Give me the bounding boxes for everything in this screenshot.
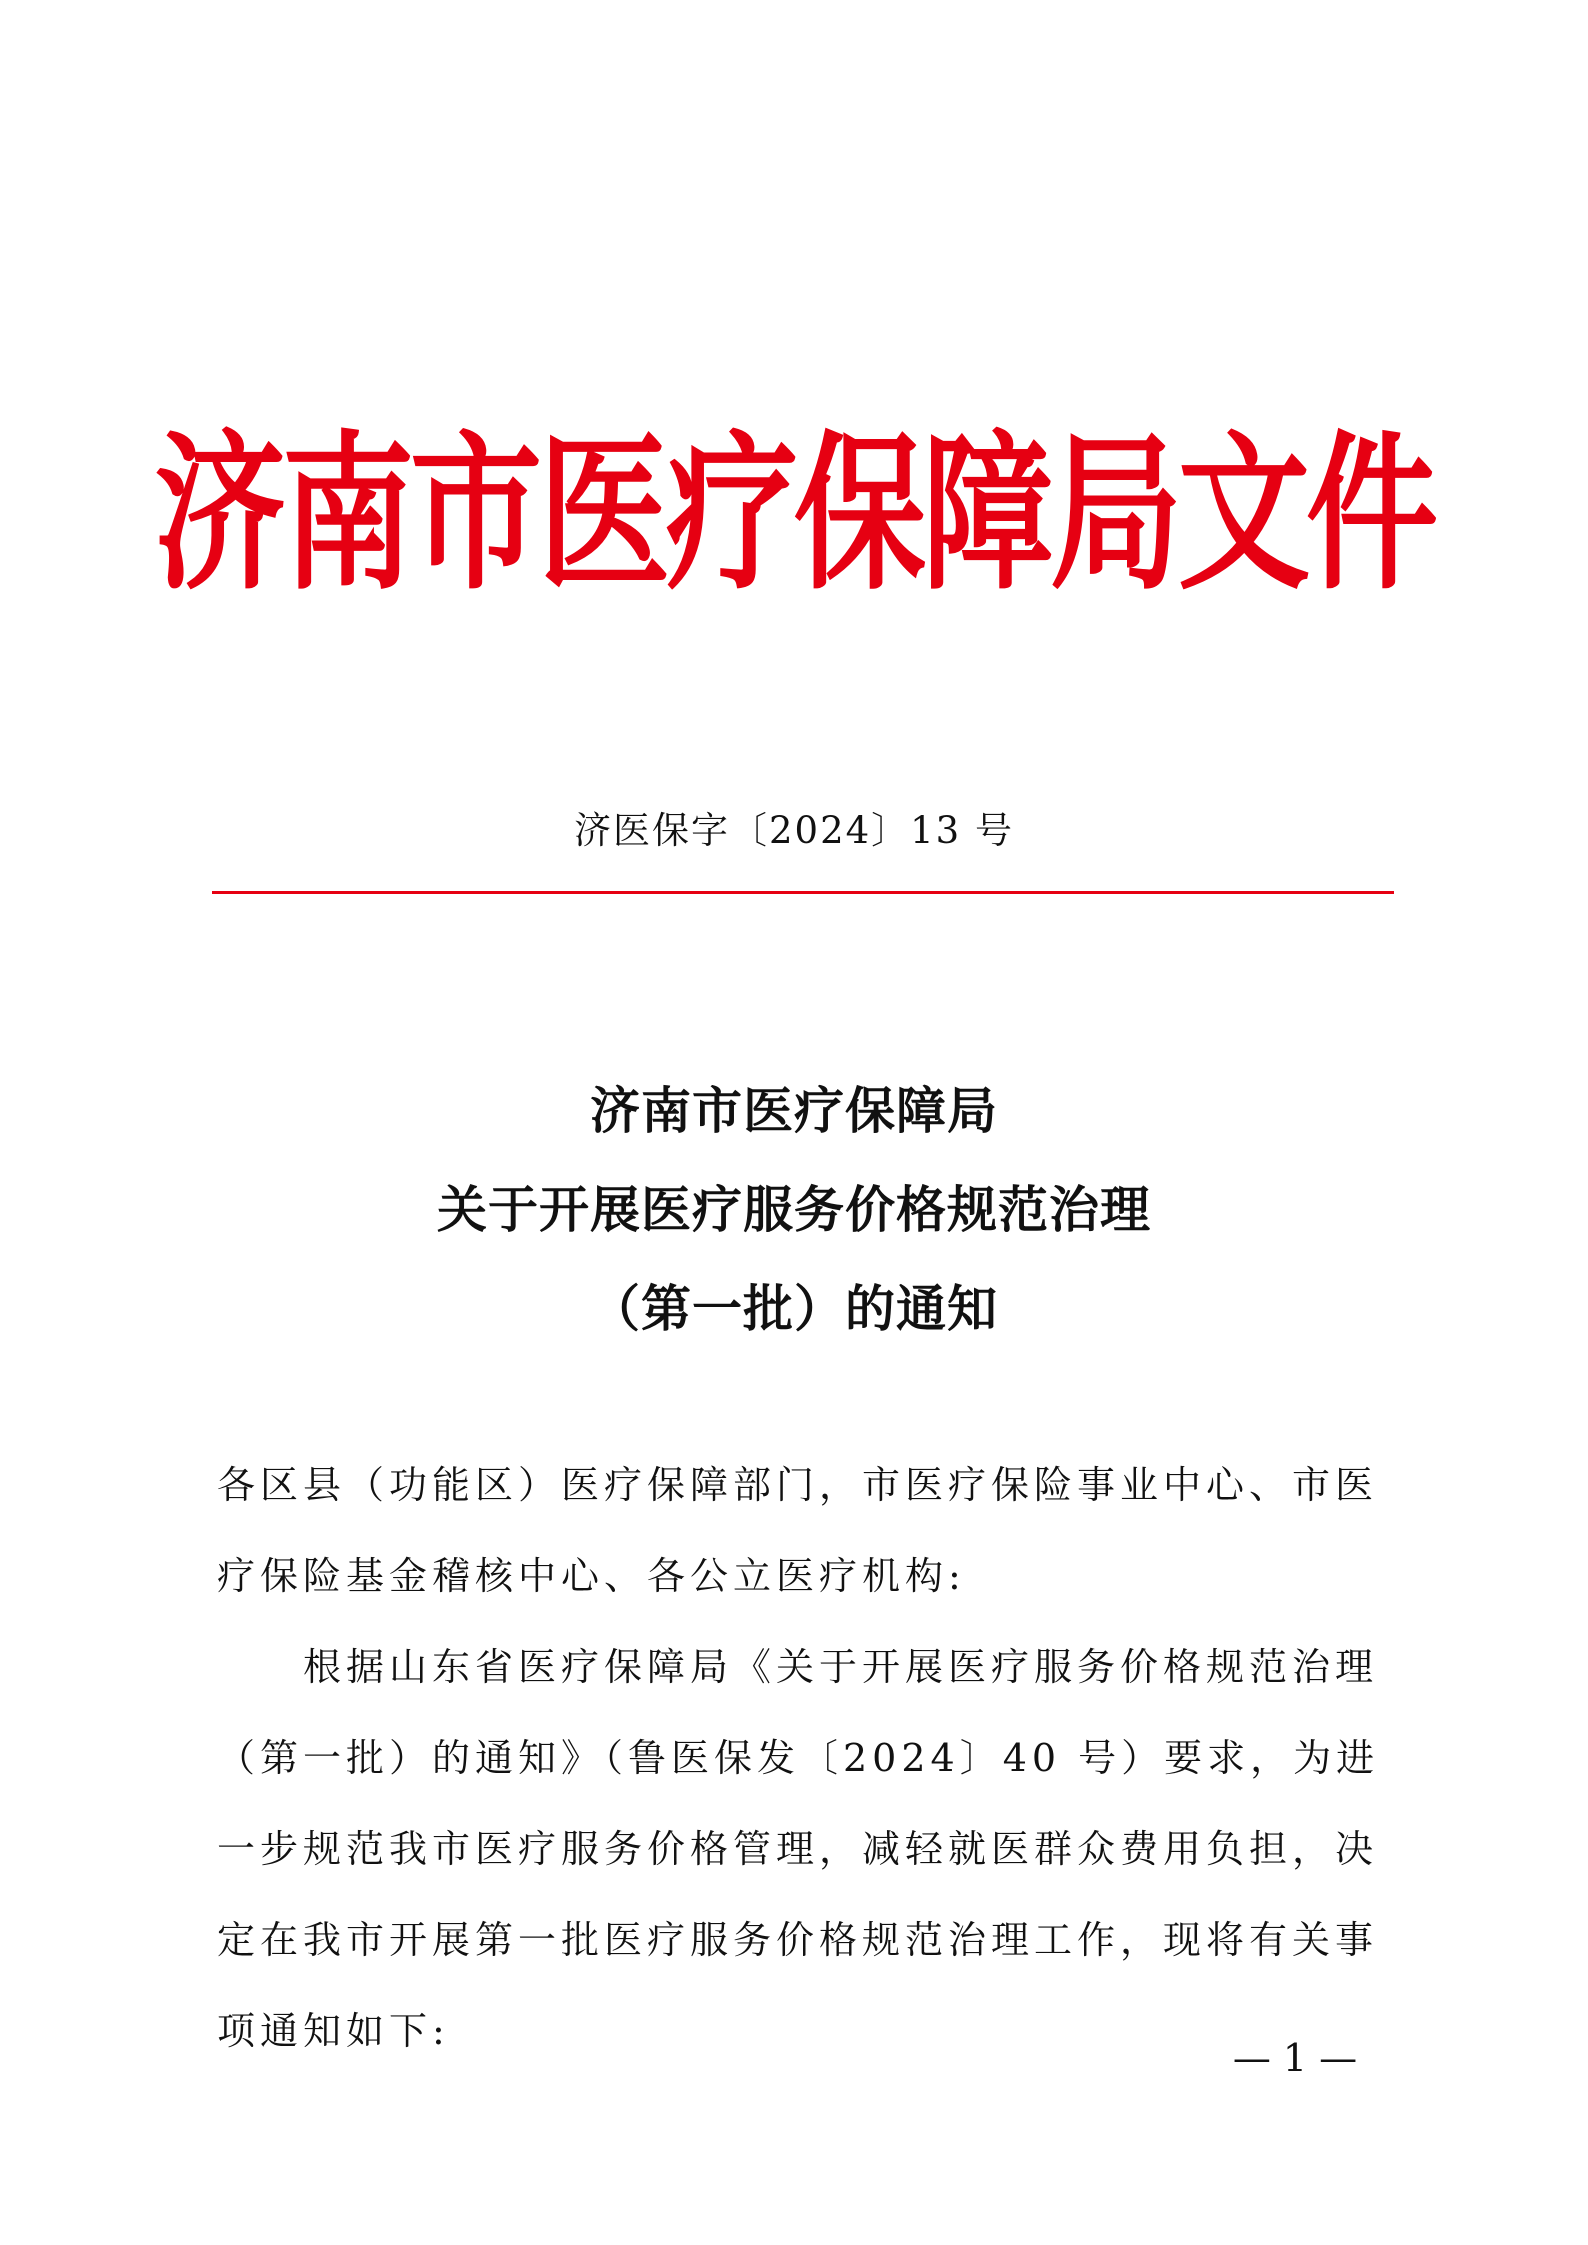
document-title (0, 1061, 1588, 1358)
addressee-paragraph: 各区县（功能区）医疗保障部门，市医疗保险事业中心、市医疗保险基金稽核中心、各公立医疗机构: (217, 1463, 1379, 1598)
red-separator-line (212, 891, 1394, 894)
body-paragraph: 根据山东省医疗保障局《关于开展医疗服务价格规范治理（第一批）的通知》（鲁医保发〔2024〕40 号）要求，为进一步规范我市医疗服务价格管理，减轻就医群众费用负担，决定在我市开展第一批医疗服务价格规范治理工作，现将有关事项通知如下: (217, 1645, 1380, 2053)
document-number: 济医保字〔2024〕13 号 (573, 809, 1014, 852)
title-line-2: 关于开展医疗服务价格规范治理 (437, 1180, 1151, 1239)
page-number: — 1 — (1232, 2036, 1358, 2080)
title-line-3: （第一批）的通知 (590, 1279, 998, 1338)
title-line-1: 济南市医疗保障局 (590, 1081, 998, 1140)
document-masthead: 济南市医疗保障局文件 (154, 415, 1434, 614)
document-body (217, 1440, 1393, 2077)
